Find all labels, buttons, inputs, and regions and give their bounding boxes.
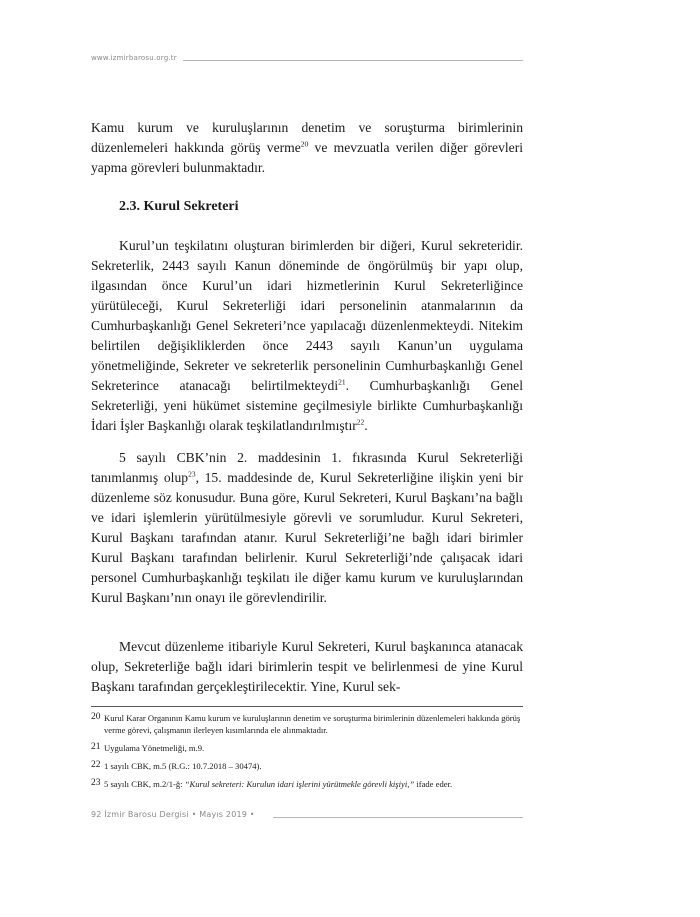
footnote-22: [91, 760, 523, 772]
header-url: www.izmirbarosu.org.tr: [91, 54, 177, 62]
paragraph-1: [91, 118, 523, 178]
paragraph-3: [91, 448, 523, 608]
p3-text-a: 5 sayılı CBK’nin 2. maddesinin 1. fıkrasında Kurul Sekreterliği tanımlanmış olup: [91, 450, 523, 485]
p2-text-a: Kurul’un teşkilatını oluşturan birimlerden bir diğeri, Kurul sekreteridir. Sekreterlik, 2443 sayılı Kanun döneminde de öngörülmüş bir yapı olup, ilgasından önce Kurul’un idari hizmetlerinin Kurul Sekreterliğince yürütüleceği, Kurul Sekreterliği idari personelinin atanmalarının da Cumhurbaşkanlığı Genel Sekreteri’nce yapılacağı düzenlenmekteydi. Nitekim belirtilen değişikliklerden önce 2443 sayılı Kanun’un uygulama yönetmeliğinde, Sekreter ve sekreterlik personelinin Cumhurbaşkanlığı Genel Sekreterince atanacağı belirtilmekteydi: [91, 238, 523, 393]
footnotes: [91, 712, 523, 796]
p2-text-c: .: [364, 418, 368, 433]
paragraph-2: [91, 236, 523, 436]
footer-rule: [273, 817, 523, 818]
footnote-text: Kurul Karar Organının Kamu kurum ve kuruluşlarının denetim ve soruşturma birimlerinin düzenlemeleri hakkında görüş verme görevi, çalışmanın ilerleyen kısımlarında ele alınmaktadır.: [104, 713, 521, 735]
footnote-number: 23: [91, 778, 101, 788]
section-heading: 2.3. Kurul Sekreteri: [119, 199, 239, 214]
footnote-separator: [91, 706, 523, 707]
footnote-23: [91, 778, 523, 790]
p3-text-b: , 15. maddesinde de, Kurul Sekreterliğine ilişkin yeni bir düzenleme söz konusudur. Buna göre, Kurul Sekreteri, Kurul Başkanı’na bağlı ve idari işlemlerin yürütülmesiyle görevli ve sorumludur. Kurul Sekreteri, Kurul Başkanı tarafından atanır. Kurul Sekreterliği’ne bağlı idari birimler Kurul Başkanı tarafından belirlenir. Kurul Sekreterliği’nde çalışacak idari personel Cumhurbaşkanlığı teşkilatı ile diğer kamu kurum ve kuruluşlarından Kurul Başkanı’nın onayı ile görevlendirilir.: [91, 470, 523, 605]
footnote-number: 22: [91, 760, 101, 770]
footnote-ref-22: 22: [356, 417, 365, 427]
footer-text: 92 İzmir Barosu Dergisi • Mayıs 2019 •: [91, 810, 255, 819]
header-rule: [183, 60, 523, 61]
footnote-ref-21: 21: [338, 377, 346, 387]
page-footer: [91, 812, 523, 826]
footnote-ref-20: 20: [300, 139, 309, 149]
p2-text-b: . Cumhurbaşkanlığı Genel Sekreterliği, yeni hükümet sistemine geçilmesiyle birlikte Cumhurbaşkanlığı İdari İşler Başkanlığı olarak teşkilatlandırılmıştır: [91, 378, 523, 433]
footnote-ref-23: 23: [188, 469, 196, 479]
footnote-text: 1 sayılı CBK, m.5 (R.G.: 10.7.2018 – 30474).: [104, 761, 262, 771]
footnote-21: [91, 742, 523, 754]
paragraph-4: [91, 637, 523, 697]
p4-text: Mevcut düzenleme itibariyle Kurul Sekreteri, Kurul başkanınca atanacak olup, Sekreterliğe bağlı idari birimlerin tespit ve belirlenmesi de yine Kurul Başkanı tarafından gerçekleştirilecektir. Yine, Kurul sek-: [91, 639, 523, 694]
footnote-number: 20: [91, 712, 101, 722]
footnote-text: 5 sayılı CBK, m.2/1-ğ:: [104, 779, 185, 789]
page-header: [91, 54, 523, 68]
footnote-text-end: ifade eder.: [414, 779, 453, 789]
footnote-quote: “Kurul sekreteri: Kurulun idari işlerini yürütmekle görevli kişiyi,”: [184, 779, 415, 789]
p1-text-a: Kamu kurum ve kuruluşlarının denetim ve soruşturma birimlerinin düzenlemeleri hakkında görüş verme: [91, 120, 523, 155]
p1-text-b: ve mevzuatla verilen diğer görevleri yapma görevleri bulunmaktadır.: [91, 140, 524, 175]
footnote-20: [91, 712, 523, 736]
footnote-number: 21: [91, 742, 101, 752]
footnote-text: Uygulama Yönetmeliği, m.9.: [104, 743, 205, 753]
